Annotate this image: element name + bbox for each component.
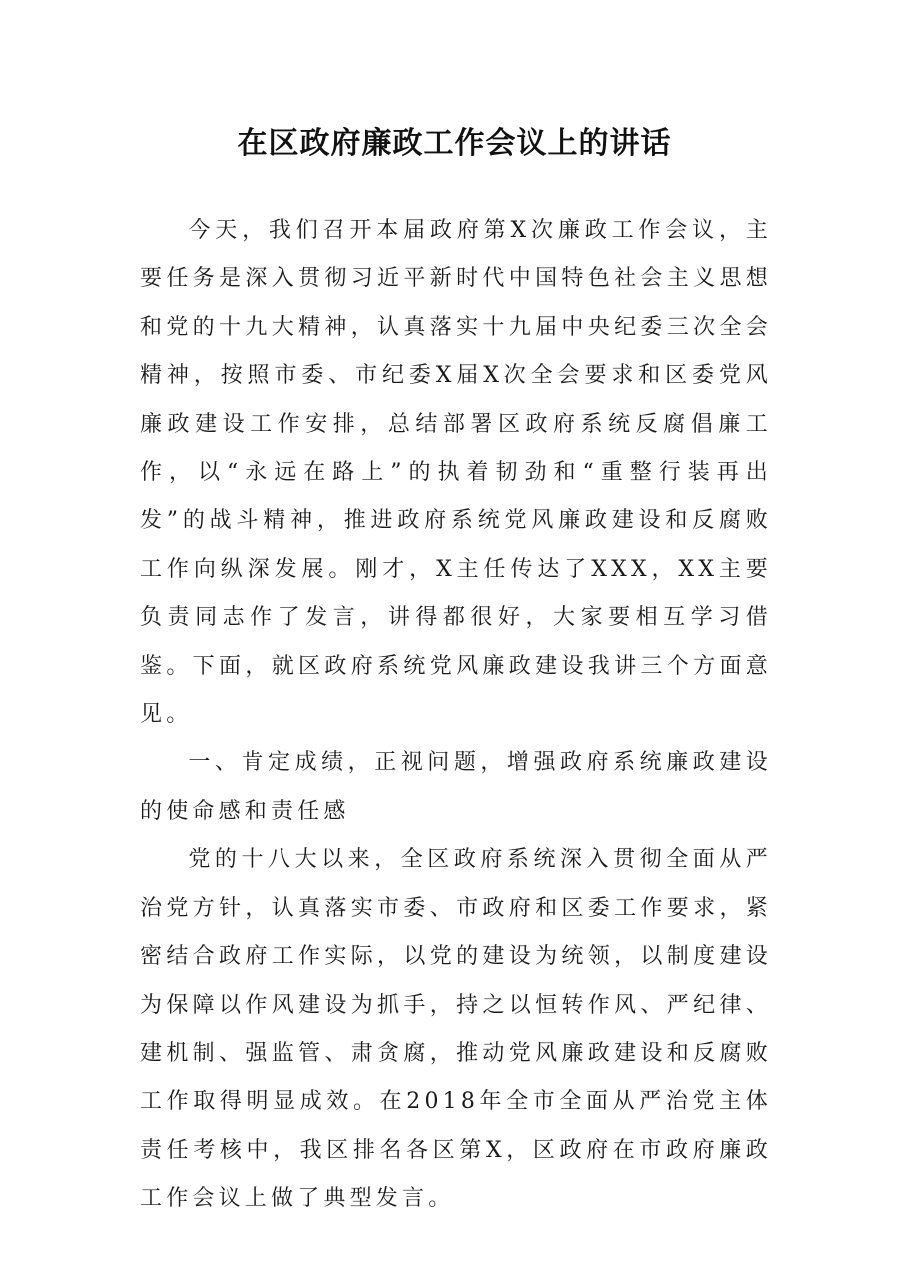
document-body [140, 207, 772, 1224]
paragraph-opening: 今天，我们召开本届政府第X次廉政工作会议，主要任务是深入贯彻习近平新时代中国特色社会主义思想和党的十九大精神，认真落实十九届中央纪委三次全会精神，按照市委、市纪委X届X次全会要求和区委党风廉政建设工作安排，总结部署区政府系统反腐倡廉工作，以“永远在路上”的执着韧劲和“重整行装再出发”的战斗精神，推进政府系统党风廉政建设和反腐败工作向纵深发展。刚才，X主任传达了XXX，XX主要负责同志作了发言，讲得都很好，大家要相互学习借鉴。下面，就区政府系统党风廉政建设我讲三个方面意见。 [140, 218, 772, 728]
section-heading-1: 一、肯定成绩，正视问题，增强政府系统廉政建设的使命感和责任感 [140, 750, 772, 824]
document-title: 在区政府廉政工作会议上的讲话 [237, 126, 672, 161]
paragraph-achievements: 党的十八大以来，全区政府系统深入贯彻全面从严治党方针，认真落实市委、市政府和区委工作要求，紧密结合政府工作实际，以党的建设为统领，以制度建设为保障以作风建设为抓手，持之以恒转作风、严纪律、建机制、强监管、肃贪腐，推动党风廉政建设和反腐败工作取得明显成效。在2018年全市全面从严治党主体责任考核中，我区排名各区第X，区政府在市政府廉政工作会议上做了典型发言。 [140, 847, 772, 1212]
